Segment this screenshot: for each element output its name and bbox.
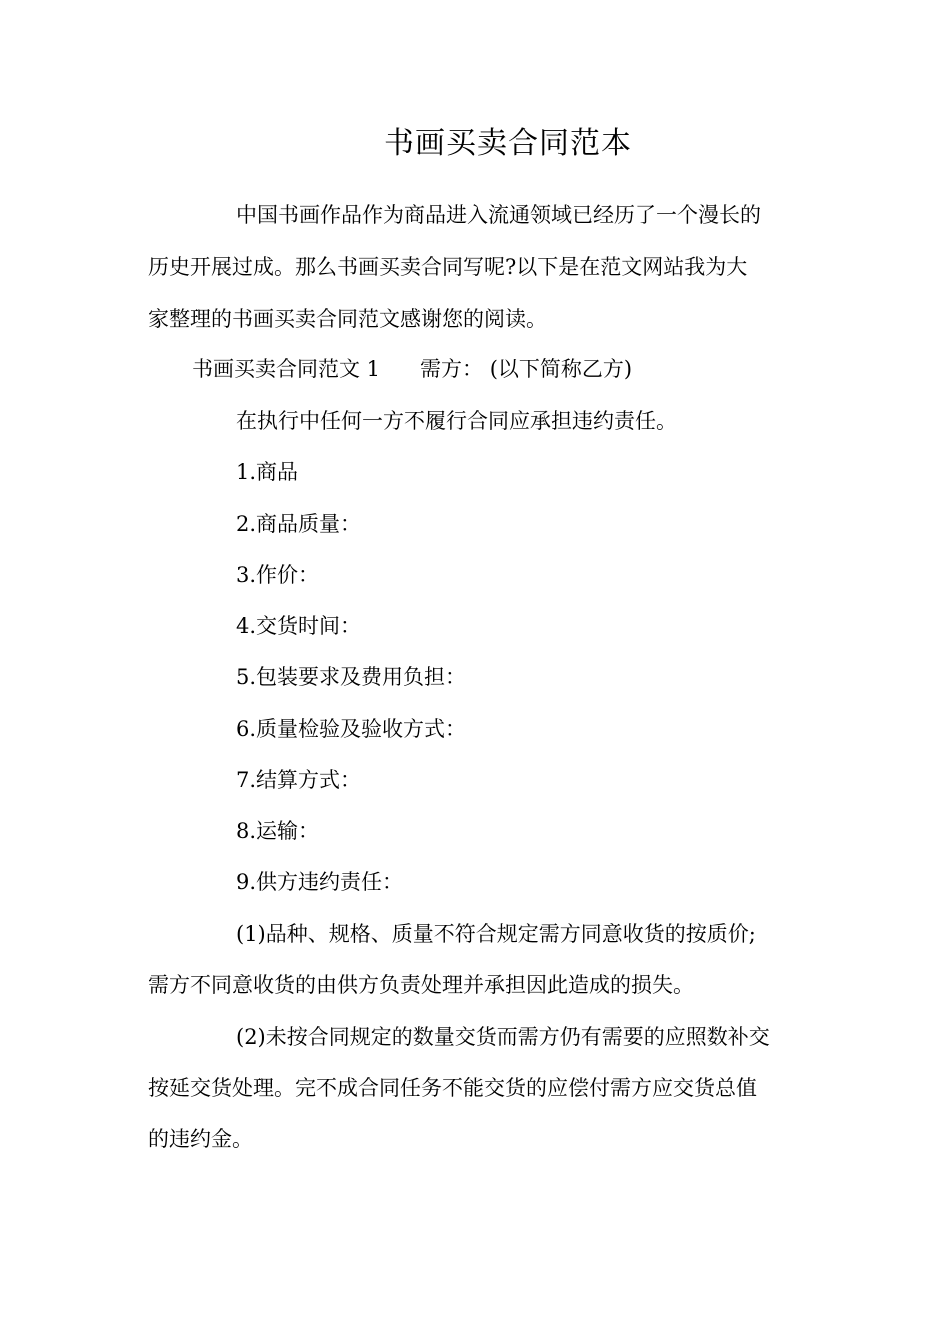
penalty-1-line-2: 需方不同意收货的由供方负责处理并承担因此造成的损失。 xyxy=(148,973,694,997)
list-item-4: 4.交货时间： xyxy=(236,614,362,638)
clause-intro: 在执行中任何一方不履行合同应承担违约责任。 xyxy=(236,409,677,433)
list-item-3: 3.作价： xyxy=(236,563,320,587)
intro-line-2: 历史开展过成。那么书画买卖合同写呢?以下是在范文网站我为大 xyxy=(148,255,748,279)
list-item-1: 1.商品 xyxy=(236,460,299,484)
list-item-6: 6.质量检验及验收方式： xyxy=(236,717,467,741)
penalty-2-line-1: (2)未按合同规定的数量交货而需方仍有需要的应照数补交 xyxy=(236,1025,770,1049)
document-title: 书画买卖合同范本 xyxy=(384,126,632,161)
section-heading-right: 需方： (以下简称乙方) xyxy=(420,357,633,381)
list-item-8: 8.运输： xyxy=(236,819,320,843)
list-item-9: 9.供方违约责任： xyxy=(236,870,404,894)
intro-line-1: 中国书画作品作为商品进入流通领域已经历了一个漫长的 xyxy=(236,203,761,227)
list-item-7: 7.结算方式： xyxy=(236,768,362,792)
penalty-1-line-1: (1)品种、规格、质量不符合规定需方同意收货的按质价; xyxy=(236,922,756,946)
list-item-2: 2.商品质量： xyxy=(236,512,362,536)
penalty-2-line-2: 按延交货处理。完不成合同任务不能交货的应偿付需方应交货总值 xyxy=(148,1076,757,1100)
intro-line-3: 家整理的书画买卖合同范文感谢您的阅读。 xyxy=(148,307,547,331)
section-heading-left: 书画买卖合同范文 1 xyxy=(192,357,381,381)
section-heading xyxy=(192,354,632,384)
penalty-2-line-3: 的违约金。 xyxy=(148,1127,253,1151)
list-item-5: 5.包装要求及费用负担： xyxy=(236,665,467,689)
